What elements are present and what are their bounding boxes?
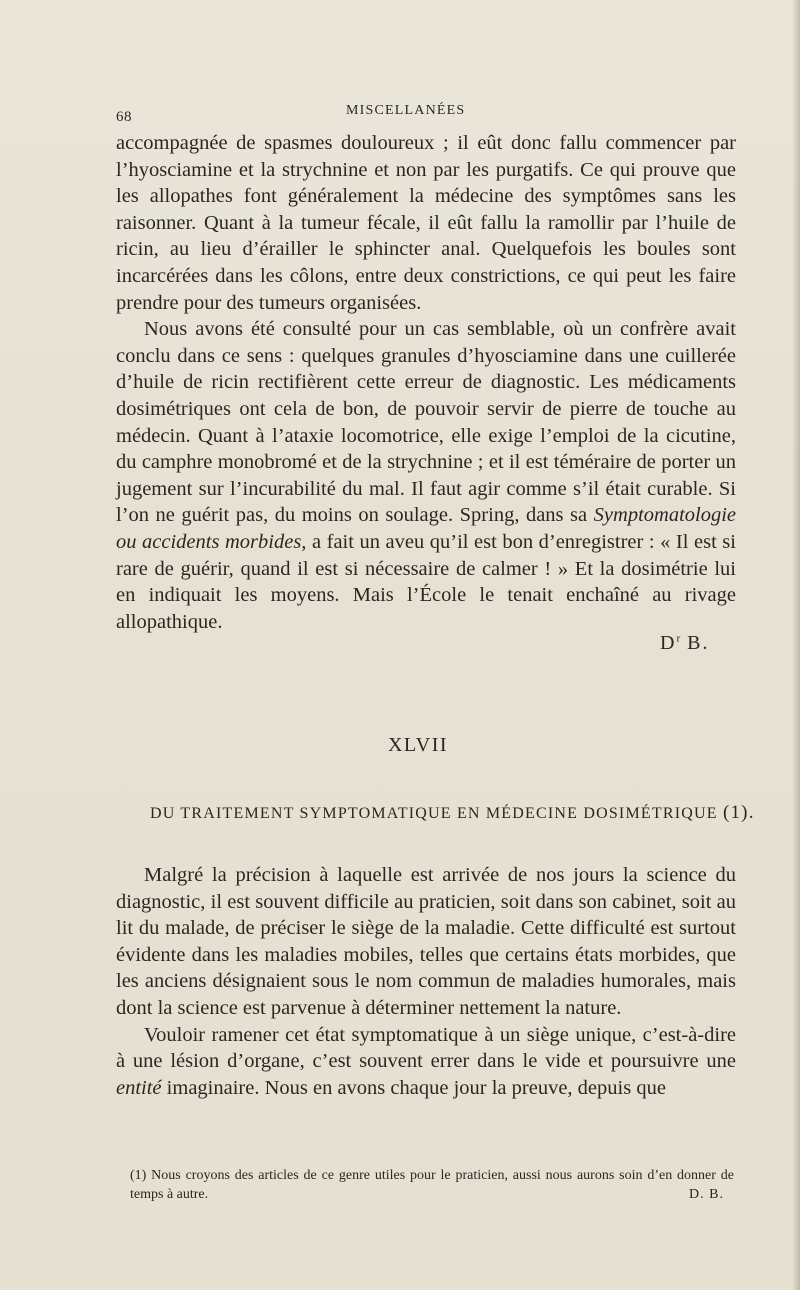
section-two-paragraph-1: Malgré la précision à laquelle est arrivée de nos jours la science du diagnostic, il est souvent difficile au praticien, soit dans son cabinet, soit au lit du malade, de préciser le siège de la maladie. Cette difficulté est surtout évidente dans les maladies mobiles, telles que certains états morbides, que les anciens désignaient sous le nom commun de maladies humorales, mais dont la science est parvenue à déterminer nettement la nature. (116, 864, 736, 1019)
running-title: MISCELLANÉES (346, 103, 466, 118)
page-edge-shadow (792, 0, 800, 1290)
signature-suffix: B. (680, 632, 710, 654)
signature-prefix: D (660, 632, 677, 654)
paragraph-text: Nous avons été consulté pour un cas semblable, où un confrère avait conclu dans ce sens : quelques granules d’hyosciamine dans une cuillerée d’huile de ricin rectifièrent cette erreur de diagnostic. Les médicaments dosimétriques ont cela de bon, de pouvoir servir de pierre de touche au médecin. Quant à l’ataxie locomotrice, elle exige l’emploi de la cicutine, du camphre monobromé et de la strychnine ; et il est téméraire de porter un jugement sur l’incurabilité du mal. Il faut agir comme s’il était curable. Si l’on ne guérit pas, du moins on soulage. Spring, dans sa (116, 318, 736, 527)
signature-superscript: r (676, 632, 681, 645)
paragraph-text: imaginaire. Nous en avons chaque jour la preuve, depuis que (166, 1076, 666, 1099)
footnote-signature: D. B. (689, 1187, 724, 1202)
chapter-number: XLVII (387, 734, 449, 756)
footnote (130, 1166, 734, 1204)
section-two-text (116, 862, 736, 1101)
section-one-paragraph-2 (116, 316, 736, 635)
footnote-reference: (1). (722, 802, 755, 823)
page-number: 68 (116, 109, 132, 125)
section-two-paragraph-2 (116, 1022, 736, 1102)
chapter-title (150, 802, 755, 824)
italic-term: entité (116, 1076, 162, 1099)
section-one-paragraph-1: accompagnée de spasmes douloureux ; il eût donc fallu commencer par l’hyosciamine et la strychnine et non par les purgatifs. Ce qui prouve que les allopathes font généralement la médecine des symptômes sans les raisonner. Quant à la tumeur fécale, il eût fallu la ramollir par l’huile de ricin, au lieu d’érailler le sphincter anal. Quelquefois les boules sont incarcérées dans les côlons, entre deux constrictions, ce qui peut les faire prendre pour des tumeurs organisées. (116, 132, 736, 314)
running-head (116, 103, 734, 125)
cited-work-title: Symptomatologie ou accidents morbides, (116, 504, 737, 553)
chapter-title-text: DU TRAITEMENT SYMPTOMATIQUE EN MÉDECINE DOSIMÉTRIQUE (150, 805, 718, 822)
footnote-text: (1) Nous croyons des articles de ce genre utiles pour le praticien, aussi nous aurons soin d’en donner de temps à autre. (130, 1168, 734, 1202)
author-signature (660, 632, 709, 655)
paragraph-text: Vouloir ramener cet état symptomatique à un siège unique, c’est-à-dire à une lésion d’organe, c’est souvent errer dans le vide et poursuivre une (116, 1023, 736, 1073)
section-one-text (116, 130, 736, 635)
paragraph-text: a fait un aveu qu’il est bon d’enregistrer : « Il est si rare de guérir, quand il est si nécessaire de calmer ! » Et la dosimétrie lui en indiquait les moyens. Mais l’École le tenait enchaîné au rivage allopathique. (116, 530, 736, 633)
